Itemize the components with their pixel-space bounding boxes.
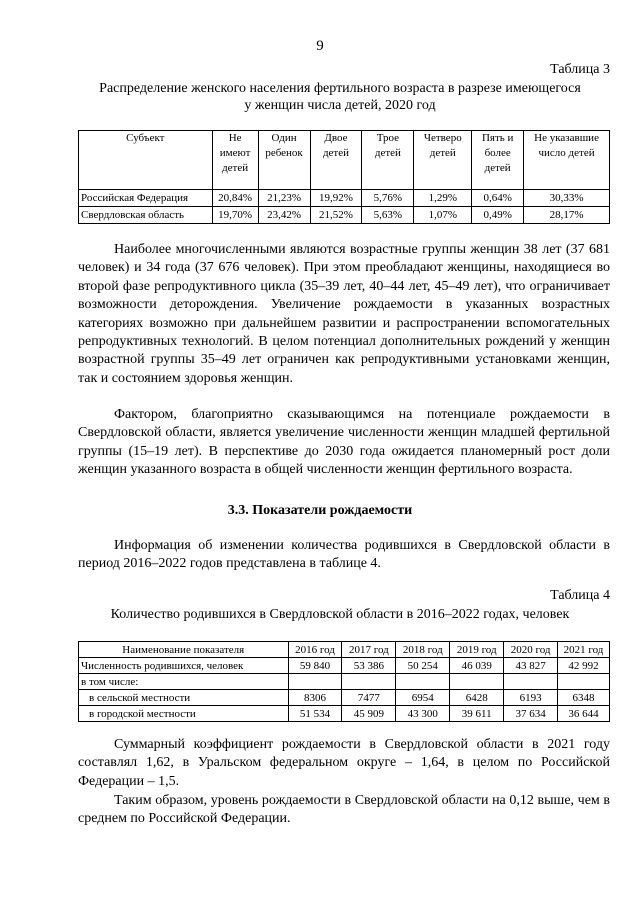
page-number: 9 — [316, 38, 324, 54]
table4-cell: 50 254 — [396, 658, 450, 674]
table3-cell: 5,76% — [362, 190, 414, 207]
table4-cell — [558, 674, 610, 690]
table3-header-cell: Двое детей — [310, 131, 362, 190]
table4-header-cell: 2020 год — [504, 642, 558, 658]
table4-cell: в сельской местности — [79, 690, 289, 706]
table3-header-row — [79, 131, 610, 190]
table3-header-cell: Пять и более детей — [472, 131, 524, 190]
table4-cell: 37 634 — [504, 706, 558, 722]
table-row — [79, 706, 610, 722]
table4-cell: 42 992 — [558, 658, 610, 674]
table4-title: Количество родившихся в Свердловской области в 2016–2022 годах, человек — [110, 607, 570, 622]
table4-cell: 6348 — [558, 690, 610, 706]
table3-cell: 30,33% — [524, 190, 610, 207]
table4-header-cell: 2019 год — [450, 642, 504, 658]
table4-header-cell: 2016 год — [288, 642, 342, 658]
table3-title-line1: Распределение женского населения фертильного возраста в разрезе имеющегося — [99, 81, 581, 96]
table4-cell: 45 909 — [342, 706, 396, 722]
table4-cell: 43 827 — [504, 658, 558, 674]
table3-cell: Российская Федерация — [79, 190, 213, 207]
table3-header-cell: Субъект — [79, 131, 213, 190]
paragraph-5: Таким образом, уровень рождаемости в Свердловской области на 0,12 выше, чем в среднем по Российской Федерации. — [78, 793, 610, 827]
table4-header-cell: 2021 год — [558, 642, 610, 658]
table4-cell: Численность родившихся, человек — [79, 658, 289, 674]
table4-cell: 6193 — [504, 690, 558, 706]
table3-cell: 21,23% — [258, 190, 310, 207]
table3-header-cell: Не указавшие число детей — [524, 131, 610, 190]
section-heading: 3.3. Показатели рождаемости — [227, 503, 413, 518]
table4-cell — [450, 674, 504, 690]
table3-cell: 1,07% — [414, 207, 472, 224]
table4-header-cell: 2017 год — [342, 642, 396, 658]
table3-cell: 19,92% — [310, 190, 362, 207]
table3-cell: 5,63% — [362, 207, 414, 224]
table4-cell: 7477 — [342, 690, 396, 706]
table3-header-cell: Трое детей — [362, 131, 414, 190]
table4-cell: 6954 — [396, 690, 450, 706]
table4-cell: 51 534 — [288, 706, 342, 722]
table4-header-row — [79, 642, 610, 658]
table4-cell: 8306 — [288, 690, 342, 706]
table3-cell: 21,52% — [310, 207, 362, 224]
table3-caption: Таблица 3 — [550, 62, 610, 77]
table3-cell: 1,29% — [414, 190, 472, 207]
paragraph-2: Фактором, благоприятно сказывающимся на потенциале рождаемости в Свердловской области, является увеличение численности женщин младшей фертильной группы (15–19 лет). В перспективе до 2030 года ожидается планомерный рост доли женщин указанного возраста в общей численности женщин фертильного возраста. — [78, 407, 610, 478]
table4-cell: 46 039 — [450, 658, 504, 674]
paragraph-1: Наиболее многочисленными являются возрастные группы женщин 38 лет (37 681 человек) и 34 года (37 676 человек). При этом преобладают женщины, находящиеся во второй фазе репродуктивного цикла (35–39 лет, 40–44 лет, 45–49 лет), что ограничивает возможности деторождения. Увеличение рождаемости в указанных возрастных категориях возможно при дальнейшем развитии и распространении вспомогательных репродуктивных технологий. В целом потенциал дополнительных рождений у женщин возрастной группы 35–49 лет ограничен как репродуктивными установками женщин, так и состоянием здоровья женщин. — [78, 242, 610, 386]
table4-cell: 43 300 — [396, 706, 450, 722]
table4-cell: 6428 — [450, 690, 504, 706]
paragraph-3: Информация об изменении количества родившихся в Свердловской области в период 2016–2022 годов представлена в таблице 4. — [78, 538, 610, 572]
table4-cell — [342, 674, 396, 690]
table-row — [79, 207, 610, 224]
table3-header-cell: Не имеют детей — [212, 131, 258, 190]
table4-caption: Таблица 4 — [550, 588, 610, 603]
table3 — [78, 130, 610, 224]
table3-title-line2: у женщин числа детей, 2020 год — [244, 98, 436, 113]
table4-cell: 36 644 — [558, 706, 610, 722]
table-row — [79, 690, 610, 706]
paragraph-4: Суммарный коэффициент рождаемости в Свердловской области в 2021 году составлял 1,62, в Уральском федеральном округе – 1,64, в целом по Российской Федерации – 1,5. — [78, 737, 610, 789]
table4-header-cell: 2018 год — [396, 642, 450, 658]
table4-cell: 39 611 — [450, 706, 504, 722]
table3-cell: 20,84% — [212, 190, 258, 207]
table3-cell: 28,17% — [524, 207, 610, 224]
table-row — [79, 674, 610, 690]
table4-header-cell: Наименование показателя — [79, 642, 289, 658]
table3-cell: Свердловская область — [79, 207, 213, 224]
table3-header-cell: Один ребенок — [258, 131, 310, 190]
table-row — [79, 190, 610, 207]
table4-cell: 53 386 — [342, 658, 396, 674]
table3-title — [70, 80, 610, 114]
table3-cell: 0,49% — [472, 207, 524, 224]
table4 — [78, 641, 610, 722]
table4-cell: в том числе: — [79, 674, 289, 690]
table3-cell: 0,64% — [472, 190, 524, 207]
table4-cell — [288, 674, 342, 690]
table3-cell: 19,70% — [212, 207, 258, 224]
table4-cell — [504, 674, 558, 690]
table4-cell: 59 840 — [288, 658, 342, 674]
table3-cell: 23,42% — [258, 207, 310, 224]
table-row — [79, 658, 610, 674]
table4-cell — [396, 674, 450, 690]
table3-header-cell: Четверо детей — [414, 131, 472, 190]
table4-cell: в городской местности — [79, 706, 289, 722]
